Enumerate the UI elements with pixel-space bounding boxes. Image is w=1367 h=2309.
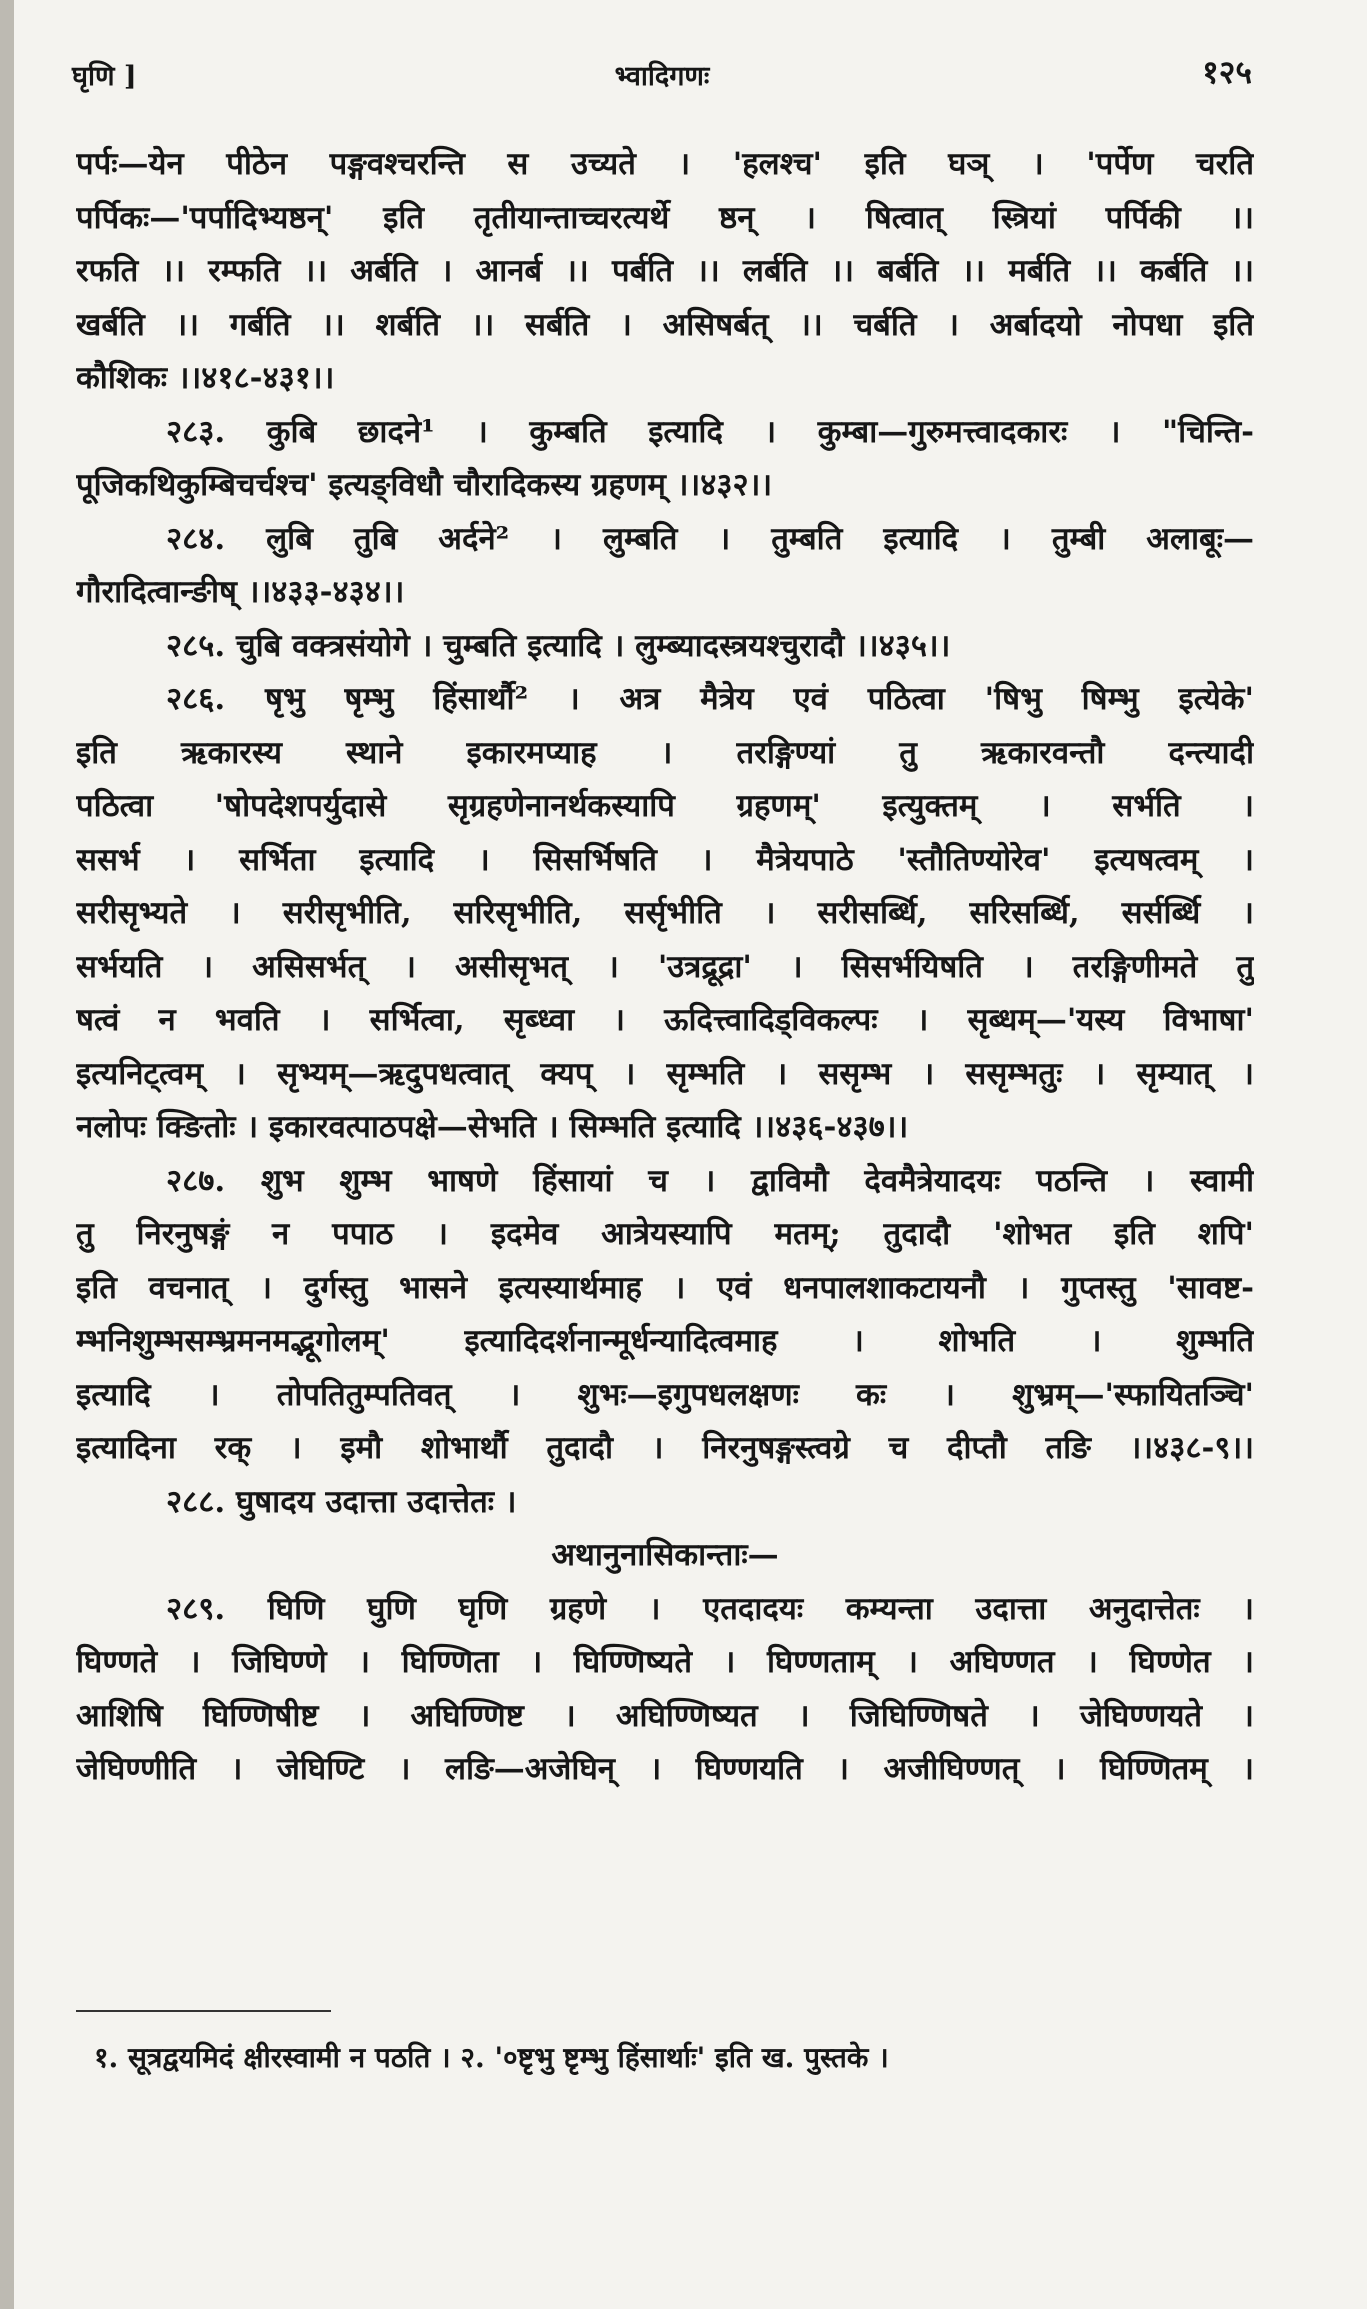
text-line: २८८. घुषादय उदात्ता उदात्तेतः । [166, 1483, 517, 1520]
text-line: २८५. चुबि वक्त्रसंयोगे । चुम्बति इत्यादि । लुम्ब्यादस्त्रयश्चुरादौ ।।४३५।। [166, 627, 951, 664]
text-line: नलोपः क्ङितोः । इकारवत्पाठपक्षे—सेभति । सिम्भति इत्यादि ।।४३६-४३७।। [76, 1109, 909, 1145]
text-line: रफति ।। रम्फति ।। अर्बति । आनर्ब ।। पर्बति ।। लर्बति ।। बर्बति ।। मर्बति ।। कर्बति ।। [76, 253, 1254, 289]
section-heading: अथानुनासिकान्ताः— [551, 1537, 779, 1573]
text-line: २८९. घिणि घुणि घृणि ग्रहणे । एतदादयः कम्यन्ता उदात्ता अनुदात्तेतः । [166, 1590, 1254, 1627]
text-line: घिण्णते । जिघिण्णे । घिण्णिता । घिण्णिष्यते । घिण्णताम् । अघिण्णत । घिण्णेत । [76, 1644, 1254, 1680]
header-section-mark: घृणि ] [72, 61, 137, 92]
text-line: म्भनिशुम्भसम्भ्रमनमद्भूगोलम्' इत्यादिदर्शनान्मूर्धन्यादित्वमाह । शोभति । शुम्भति [76, 1323, 1254, 1359]
text-line: सर्भयति । असिसर्भत् । असीसृभत् । 'उत्रद्रूद्रा' । सिसर्भयिषति । तरङ्गिणीमते तु [76, 948, 1254, 985]
text-line: गौरादित्वान्ङीष् ।।४३३-४३४।। [76, 574, 405, 610]
text-line: २८६. षृभु षृम्भु हिंसार्थौ² । अत्र मैत्रेय एवं पठित्वा 'षिभु षिम्भु इत्येके' [166, 681, 1254, 717]
text-line: २८४. लुबि तुबि अर्दने² । लुम्बति । तुम्बति इत्यादि । तुम्बी अलाबूः— [166, 520, 1254, 557]
text-line: पूजिकथिकुम्बिचर्चश्च' इत्यङ्विधौ चौरादिकस्य ग्रहणम् ।।४३२।। [76, 467, 773, 503]
text-line: खर्बति ।। गर्बति ।। शर्बति ।। सर्बति । असिषर्बत् ।। चर्बति । अर्बादयो नोपधा इति [76, 306, 1254, 343]
text-line: पठित्वा 'षोपदेशपर्युदासे सृग्रहणेनानर्थकस्यापि ग्रहणम्' इत्युक्तम् । सर्भति । [76, 788, 1254, 824]
text-line: इति ऋकारस्य स्थाने इकारमप्याह । तरङ्गिण्यां तु ऋकारवन्तौ दन्त्यादी [76, 734, 1254, 771]
page-body [76, 138, 1254, 1797]
text-line: जेघिण्णीति । जेघिण्टि । लङि—अजेघिन् । घिण्णयति । अजीघिण्णत् । घिण्णितम् । [76, 1751, 1254, 1787]
text-line: आशिषि घिण्णिषीष्ट । अघिण्णिष्ट । अघिण्णिष्यत । जिघिण्णिषते । जेघिण्णयते । [76, 1697, 1254, 1734]
page-header [72, 50, 1252, 110]
page-number: १२५ [1202, 53, 1252, 91]
text-line: तु निरनुषङ्गं न पपाठ । इदमेव आत्रेयस्यापि मतम्; तुदादौ 'शोभत इति शपि' [76, 1216, 1254, 1252]
footnote-divider [76, 2010, 331, 2012]
text-line: षत्वं न भवति । सर्भित्वा, सृब्ध्वा । ऊदित्त्वादिड्विकल्पः । सृब्धम्—'यस्य विभाषा' [76, 1002, 1254, 1038]
header-chapter-title: भ्वादिगणः [614, 61, 710, 92]
text-line: ससर्भ । सर्भिता इत्यादि । सिसर्भिषति । मैत्रेयपाठे 'स्तौतिण्योरेव' इत्यषत्वम् । [76, 841, 1254, 878]
text-line: सरीसृभ्यते । सरीसृभीति, सरिसृभीति, सर्सृभीति । सरीसर्ब्धि, सरिसर्ब्धि, सर्सर्ब्धि । [76, 895, 1254, 931]
text-line: २८७. शुभ शुम्भ भाषणे हिंसायां च । द्वाविमौ देवमैत्रेयादयः पठन्ति । स्वामी [166, 1162, 1254, 1199]
text-line: पर्पिकः—'पर्पादिभ्यष्ठन्' इति तृतीयान्ताच्चरत्यर्थे ष्ठन् । षित्वात् स्त्रियां पर्पिकी ।। [76, 199, 1254, 236]
text-line: इत्यादिना रक् । इमौ शोभार्थौ तुदादौ । निरनुषङ्गस्त्वग्रे च दीप्तौ तङि ।।४३८-९।। [76, 1430, 1254, 1466]
text-line: कौशिकः ।।४१८-४३१।। [76, 360, 335, 396]
text-line: इत्यादि । तोपतितुम्पतिवत् । शुभः—इगुपधलक्षणः कः । शुभ्रम्—'स्फायितञ्चि' [76, 1376, 1254, 1413]
text-line: पर्पः—येन पीठेन पङ्गवश्चरन्ति स उच्यते । 'हलश्च' इति घञ् । 'पर्पेण चरति [76, 146, 1254, 182]
footnote: १. सूत्रद्वयमिदं क्षीरस्वामी न पठति । २. '०ष्टृभु ष्टृम्भु हिंसार्थाः' इति ख. पुस्तके । [94, 2041, 889, 2074]
text-line: इत्यनिट्त्वम् । सृभ्यम्—ऋदुपधत्वात् क्यप् । सृम्भति । ससृम्भ । ससृम्भतुः । सृम्यात् । [76, 1055, 1254, 1092]
text-line: २८३. कुबि छादने¹ । कुम्बति इत्यादि । कुम्बा—गुरुमत्त्वादकारः । "चिन्ति- [166, 413, 1254, 450]
text-line: इति वचनात् । दुर्गस्तु भासने इत्यस्यार्थमाह । एवं धनपालशाकटायनौ । गुप्तस्तु 'सावष्ट- [76, 1269, 1254, 1306]
